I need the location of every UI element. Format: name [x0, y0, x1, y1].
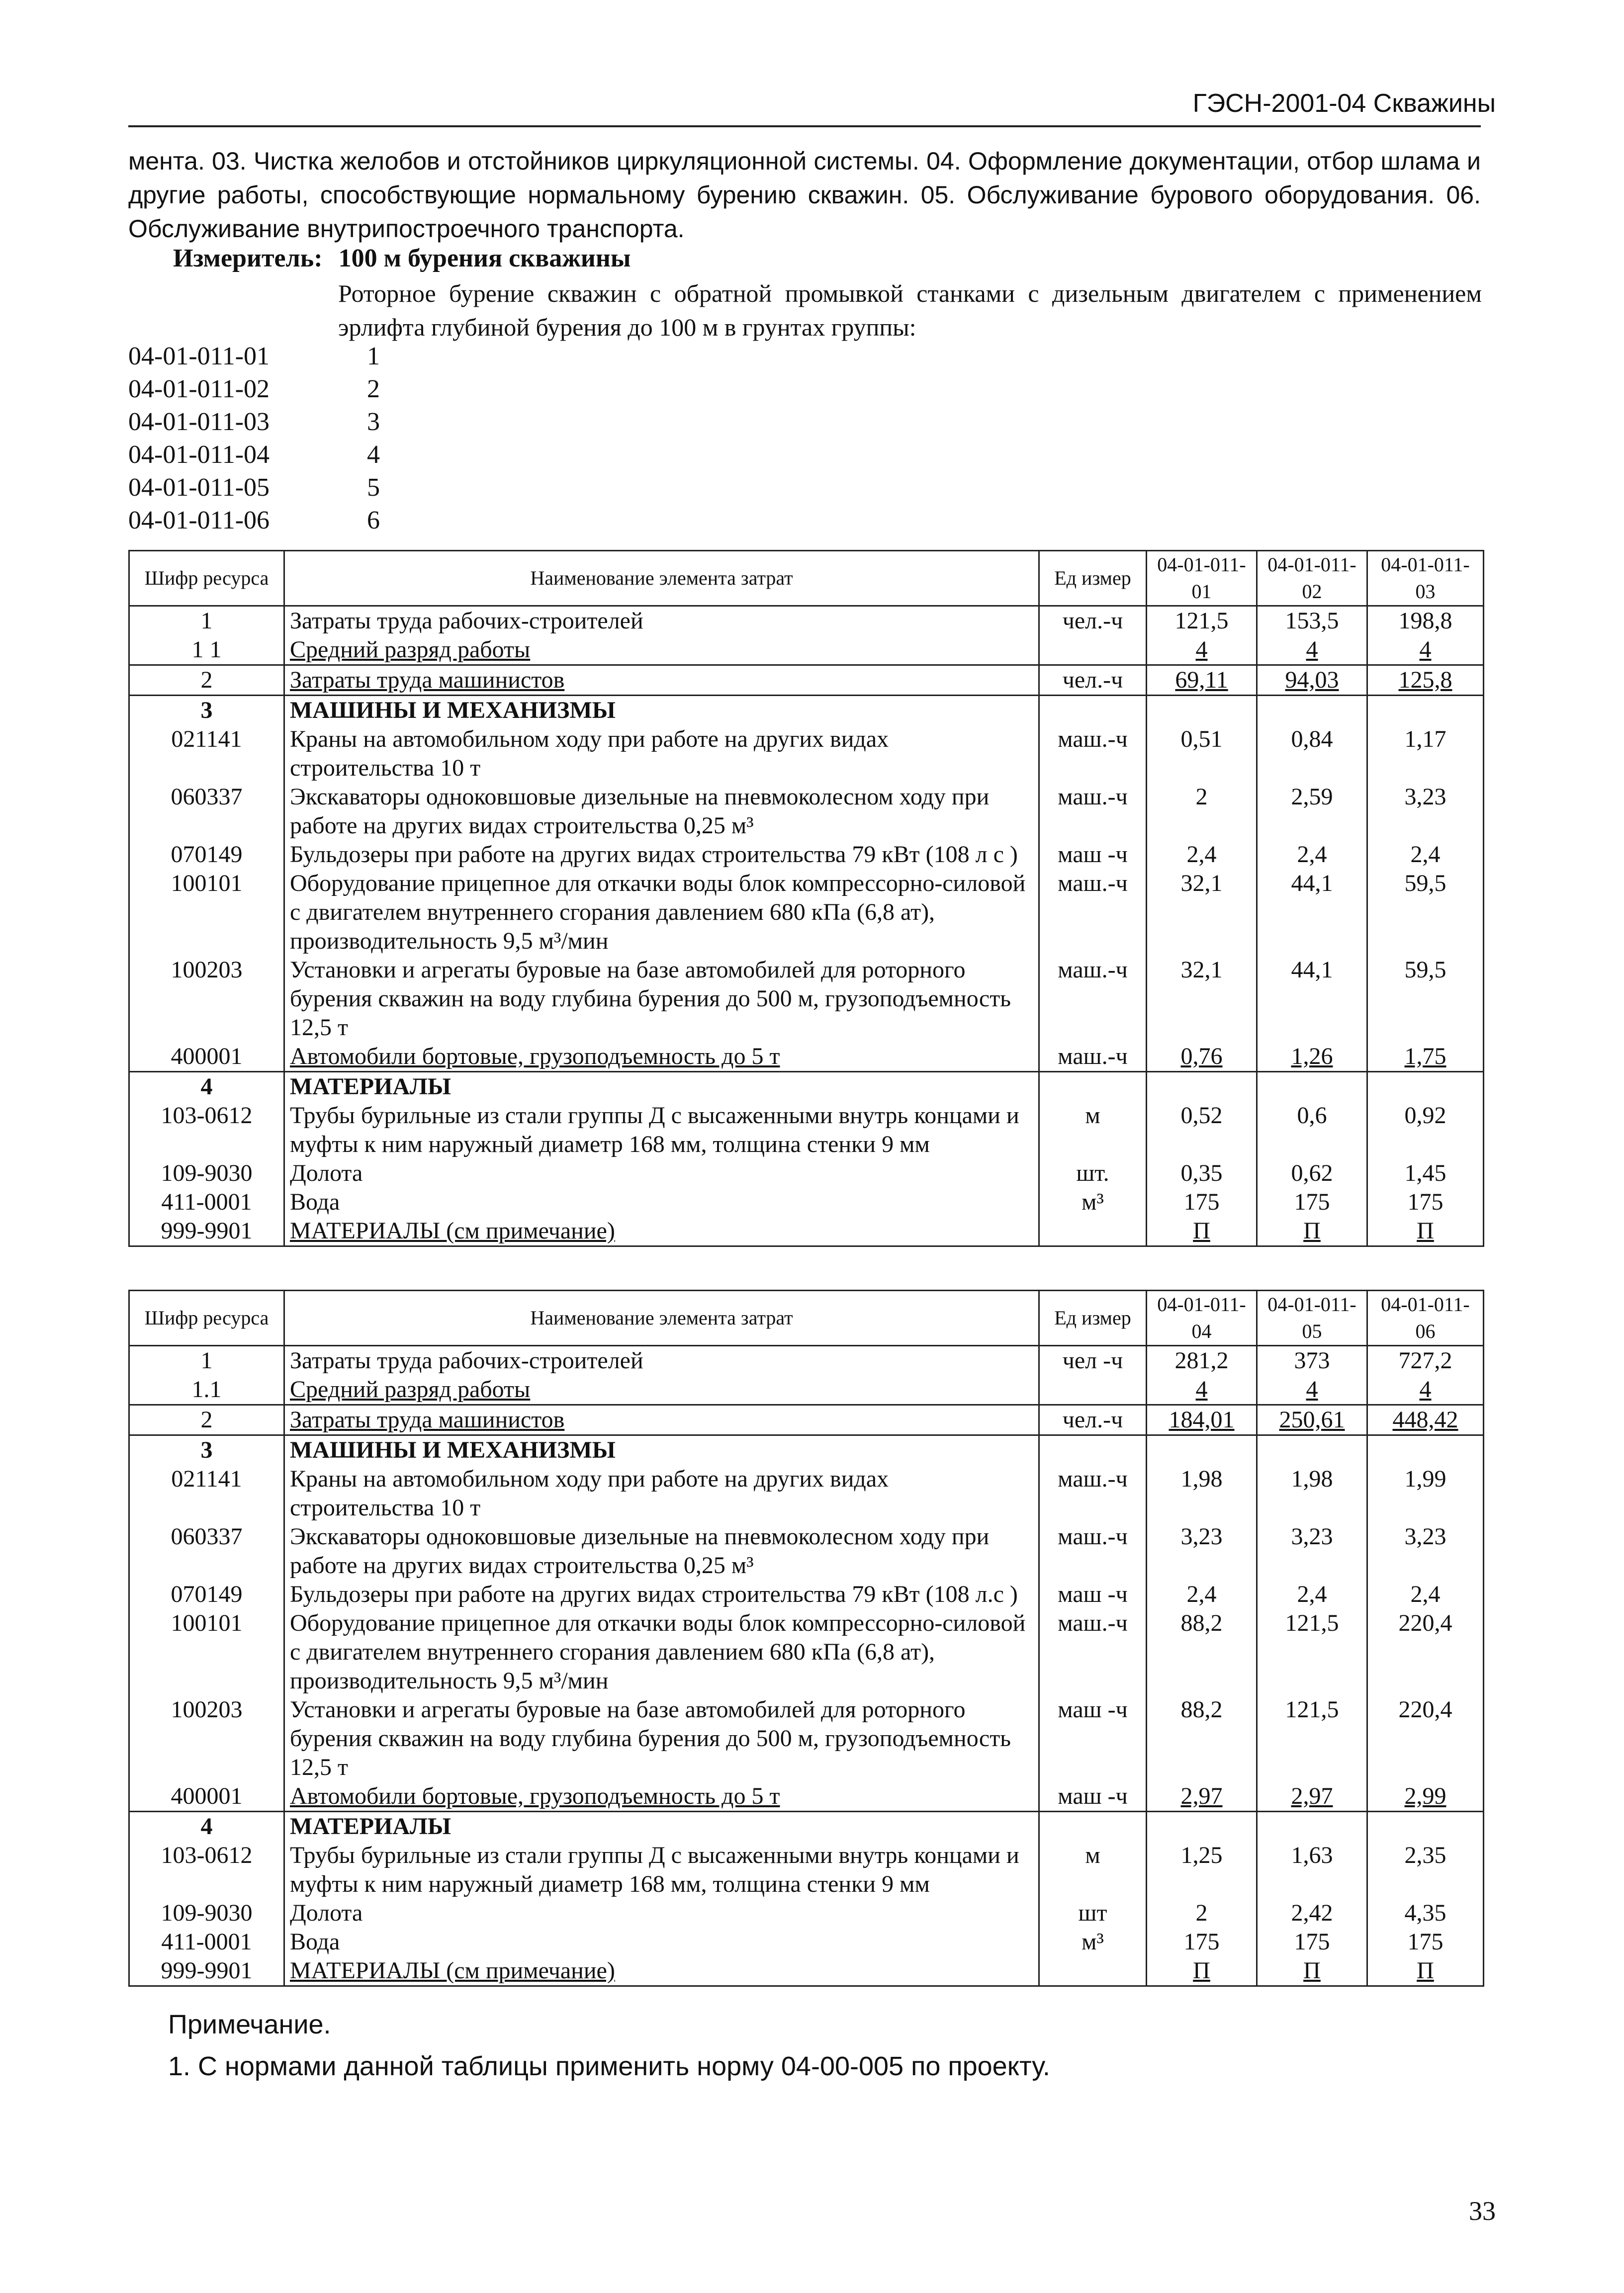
norm-value-cell: 88,2 — [1147, 1609, 1257, 1695]
note-title: Примечание. — [168, 2010, 331, 2039]
table-row — [129, 1072, 1484, 1102]
table-row — [129, 1956, 1484, 1986]
resource-code-cell: 411-0001 — [129, 1188, 284, 1217]
table-row — [129, 1522, 1484, 1580]
unit-cell: м³ — [1039, 1928, 1147, 1956]
cost-element-cell: Бульдозеры при работе на других видах строительства 79 кВт (108 л.с ) — [284, 1580, 1039, 1609]
soil-group: 2 — [367, 375, 380, 403]
table-row — [129, 1899, 1484, 1928]
page-header-title: ГЭСН-2001-04 Скважины — [1192, 89, 1496, 118]
page-number: 33 — [1469, 2196, 1496, 2226]
table-row — [129, 1405, 1484, 1435]
cost-element-cell: МАТЕРИАЛЫ (см примечание) — [284, 1956, 1039, 1986]
resource-code-cell: 100101 — [129, 869, 284, 956]
cost-element-cell: Затраты труда рабочих-строителей — [284, 606, 1039, 636]
meter-line — [173, 244, 631, 273]
soil-group: 5 — [367, 473, 380, 502]
norm-value-cell: 2,59 — [1257, 783, 1367, 840]
table-row — [129, 783, 1484, 840]
table-header-row — [129, 1291, 1484, 1346]
unit-cell: м³ — [1039, 1188, 1147, 1217]
norm-value-cell: 727,2 — [1367, 1346, 1484, 1376]
table-row — [129, 1812, 1484, 1842]
cost-element-cell: Оборудование прицепное для откачки воды блок компрессорно-силовой с двигателем внутреннего сгорания давлением 680 кПа (6,8 ат), производительность 9,5 м³/мин — [284, 869, 1039, 956]
meter-value: 100 м бурения скважины — [338, 244, 631, 272]
unit-cell: маш.-ч — [1039, 1042, 1147, 1072]
table-header-row — [129, 551, 1484, 606]
cost-element-cell: МАТЕРИАЛЫ — [284, 1072, 1039, 1102]
norm-value-cell: 1,45 — [1367, 1159, 1484, 1188]
unit-cell: м — [1039, 1101, 1147, 1159]
norm-value-cell: 0,52 — [1147, 1101, 1257, 1159]
norm-value-cell: 69,11 — [1147, 665, 1257, 696]
norm-value-cell: 175 — [1257, 1928, 1367, 1956]
header-norm-5: 04-01-011-05 — [1257, 1291, 1367, 1346]
unit-cell: маш -ч — [1039, 1580, 1147, 1609]
norm-value-cell: 125,8 — [1367, 665, 1484, 696]
norm-value-cell: 184,01 — [1147, 1405, 1257, 1435]
resource-code-cell: 100203 — [129, 1695, 284, 1782]
table-row — [129, 1782, 1484, 1812]
norm-value-cell: 121,5 — [1147, 606, 1257, 636]
norm-value-cell: 2,4 — [1147, 1580, 1257, 1609]
unit-cell: чел.-ч — [1039, 665, 1147, 696]
table-row — [129, 1928, 1484, 1956]
table-row — [129, 635, 1484, 665]
cost-element-cell: Бульдозеры при работе на других видах строительства 79 кВт (108 л с ) — [284, 840, 1039, 869]
unit-cell: маш.-ч — [1039, 956, 1147, 1042]
cost-element-cell: Средний разряд работы — [284, 635, 1039, 665]
header-unit: Ед измер — [1039, 1291, 1147, 1346]
code-list-item — [128, 373, 380, 406]
cost-element-cell: Затраты труда рабочих-строителей — [284, 1346, 1039, 1376]
note-text: 1. С нормами данной таблицы применить норму 04-00-005 по проекту. — [168, 2051, 1050, 2081]
cost-element-cell: Затраты труда машинистов — [284, 1405, 1039, 1435]
unit-cell — [1039, 696, 1147, 725]
cost-element-cell: Оборудование прицепное для откачки воды блок компрессорно-силовой с двигателем внутреннего сгорания давлением 680 кПа (6,8 ат), производительность 9,5 м³/мин — [284, 1609, 1039, 1695]
cost-element-cell: Краны на автомобильном ходу при работе на других видах строительства 10 т — [284, 1465, 1039, 1522]
unit-cell — [1039, 1217, 1147, 1246]
norm-value-cell: 2,97 — [1257, 1782, 1367, 1812]
cost-element-cell: МАТЕРИАЛЫ — [284, 1812, 1039, 1842]
code-list-item — [128, 504, 380, 537]
resource-code-cell: 4 — [129, 1072, 284, 1102]
code-list — [128, 340, 380, 537]
resource-code-cell: 060337 — [129, 1522, 284, 1580]
soil-group: 4 — [367, 441, 380, 469]
norm-value-cell: 1,99 — [1367, 1465, 1484, 1522]
resource-code-cell: 070149 — [129, 1580, 284, 1609]
norm-value-cell — [1147, 1072, 1257, 1102]
norm-value-cell — [1257, 696, 1367, 725]
norm-value-cell — [1367, 696, 1484, 725]
resource-table-2 — [128, 1290, 1484, 1987]
cost-element-cell: Трубы бурильные из стали группы Д с высаженными внутрь концами и муфты к ним наружный диаметр 168 мм, толщина стенки 9 мм — [284, 1841, 1039, 1899]
norm-value-cell — [1147, 1435, 1257, 1465]
norm-value-cell: 2,97 — [1147, 1782, 1257, 1812]
header-unit: Ед измер — [1039, 551, 1147, 606]
norm-value-cell: 220,4 — [1367, 1695, 1484, 1782]
norm-value-cell: 2,99 — [1367, 1782, 1484, 1812]
resource-code-cell: 070149 — [129, 840, 284, 869]
norm-value-cell: 2,42 — [1257, 1899, 1367, 1928]
norm-value-cell: П — [1257, 1956, 1367, 1986]
table-row — [129, 869, 1484, 956]
norm-value-cell: П — [1367, 1217, 1484, 1246]
norm-value-cell: 59,5 — [1367, 869, 1484, 956]
resource-table-1 — [128, 550, 1484, 1247]
table-row — [129, 1609, 1484, 1695]
unit-cell: чел.-ч — [1039, 1405, 1147, 1435]
norm-value-cell: 448,42 — [1367, 1405, 1484, 1435]
norm-value-cell: 373 — [1257, 1346, 1367, 1376]
norm-value-cell: П — [1147, 1217, 1257, 1246]
resource-code-cell: 109-9030 — [129, 1159, 284, 1188]
resource-code-cell: 999-9901 — [129, 1217, 284, 1246]
unit-cell: маш -ч — [1039, 840, 1147, 869]
cost-element-cell: Установки и агрегаты буровые на базе автомобилей для роторного бурения скважин на воду глубина бурения до 500 м, грузоподъемность 12,5 т — [284, 956, 1039, 1042]
unit-cell: шт — [1039, 1899, 1147, 1928]
resource-code-cell: 1.1 — [129, 1375, 284, 1405]
norm-value-cell: 175 — [1367, 1928, 1484, 1956]
resource-code-cell: 1 — [129, 1346, 284, 1376]
unit-cell: маш -ч — [1039, 1695, 1147, 1782]
header-rule — [128, 125, 1481, 127]
cost-element-cell: Вода — [284, 1928, 1039, 1956]
table-row — [129, 840, 1484, 869]
norm-value-cell — [1257, 1812, 1367, 1842]
norm-value-cell: 175 — [1257, 1188, 1367, 1217]
norm-value-cell — [1147, 696, 1257, 725]
code-list-item — [128, 439, 380, 471]
cost-element-cell: Экскаваторы одноковшовые дизельные на пневмоколесном ходу при работе на других видах строительства 0,25 м³ — [284, 1522, 1039, 1580]
table-row — [129, 606, 1484, 636]
norm-code: 04-01-011-04 — [128, 441, 270, 469]
cost-element-cell: Затраты труда машинистов — [284, 665, 1039, 696]
unit-cell: маш.-ч — [1039, 1465, 1147, 1522]
norm-value-cell: 2 — [1147, 1899, 1257, 1928]
cost-element-cell: Долота — [284, 1899, 1039, 1928]
cost-element-cell: Долота — [284, 1159, 1039, 1188]
norm-code: 04-01-011-01 — [128, 342, 270, 370]
norm-value-cell: 1,25 — [1147, 1841, 1257, 1899]
resource-code-cell: 2 — [129, 665, 284, 696]
norm-value-cell: 2,4 — [1257, 1580, 1367, 1609]
resource-code-cell: 2 — [129, 1405, 284, 1435]
unit-cell: маш.-ч — [1039, 1522, 1147, 1580]
norm-value-cell: 44,1 — [1257, 869, 1367, 956]
header-resource-code: Шифр ресурса — [129, 1291, 284, 1346]
norm-value-cell: П — [1257, 1217, 1367, 1246]
unit-cell — [1039, 1375, 1147, 1405]
norm-value-cell: 250,61 — [1257, 1405, 1367, 1435]
cost-element-cell: Средний разряд работы — [284, 1375, 1039, 1405]
norm-value-cell: 4 — [1367, 1375, 1484, 1405]
norm-value-cell — [1367, 1072, 1484, 1102]
meter-label: Измеритель: — [173, 244, 323, 272]
unit-cell: шт. — [1039, 1159, 1147, 1188]
header-norm-3: 04-01-011-03 — [1367, 551, 1484, 606]
soil-group: 1 — [367, 342, 380, 370]
resource-code-cell: 109-9030 — [129, 1899, 284, 1928]
table-row — [129, 1375, 1484, 1405]
norm-code: 04-01-011-05 — [128, 473, 270, 502]
table-row — [129, 1435, 1484, 1465]
norm-value-cell — [1147, 1812, 1257, 1842]
norm-value-cell: 44,1 — [1257, 956, 1367, 1042]
intro-paragraph: мента. 03. Чистка желобов и отстойников циркуляционной системы. 04. Оформление документации, отбор шлама и другие работы, способствующие нормальному бурению скважин. 05. Обслуживание бурового оборудования. 06. Обслуживание внутрипостроечного транспорта. — [128, 147, 1481, 243]
table-row — [129, 1695, 1484, 1782]
resource-code-cell: 021141 — [129, 725, 284, 783]
norm-value-cell — [1257, 1072, 1367, 1102]
norm-value-cell: 1,63 — [1257, 1841, 1367, 1899]
resource-code-cell: 411-0001 — [129, 1928, 284, 1956]
norm-value-cell: 1,26 — [1257, 1042, 1367, 1072]
resource-code-cell: 060337 — [129, 783, 284, 840]
header-resource-code: Шифр ресурса — [129, 551, 284, 606]
norm-value-cell: 1,17 — [1367, 725, 1484, 783]
norm-value-cell: 2,4 — [1257, 840, 1367, 869]
resource-code-cell: 021141 — [129, 1465, 284, 1522]
norm-value-cell: 2,4 — [1367, 1580, 1484, 1609]
unit-cell: маш.-ч — [1039, 725, 1147, 783]
norm-value-cell: 0,35 — [1147, 1159, 1257, 1188]
norm-value-cell: 1,98 — [1147, 1465, 1257, 1522]
header-cost-element: Наименование элемента затрат — [284, 551, 1039, 606]
norm-value-cell: 3,23 — [1257, 1522, 1367, 1580]
soil-group: 6 — [367, 506, 380, 534]
norm-value-cell: 2,4 — [1367, 840, 1484, 869]
header-norm-4: 04-01-011-04 — [1147, 1291, 1257, 1346]
resource-code-cell: 400001 — [129, 1042, 284, 1072]
resource-code-cell: 999-9901 — [129, 1956, 284, 1986]
header-norm-2: 04-01-011-02 — [1257, 551, 1367, 606]
unit-cell: м — [1039, 1841, 1147, 1899]
code-list-item — [128, 471, 380, 504]
table-row — [129, 725, 1484, 783]
norm-value-cell: 4 — [1257, 635, 1367, 665]
cost-element-cell: Трубы бурильные из стали группы Д с высаженными внутрь концами и муфты к ним наружный диаметр 168 мм, толщина стенки 9 мм — [284, 1101, 1039, 1159]
norm-code: 04-01-011-06 — [128, 506, 270, 534]
unit-cell — [1039, 1435, 1147, 1465]
unit-cell — [1039, 1956, 1147, 1986]
code-list-item — [128, 340, 380, 373]
resource-code-cell: 103-0612 — [129, 1841, 284, 1899]
resource-code-cell: 3 — [129, 696, 284, 725]
norm-value-cell: 4 — [1147, 635, 1257, 665]
cost-element-cell: Вода — [284, 1188, 1039, 1217]
norm-value-cell: 198,8 — [1367, 606, 1484, 636]
unit-cell — [1039, 635, 1147, 665]
norm-value-cell: 2,4 — [1147, 840, 1257, 869]
unit-cell: чел -ч — [1039, 1346, 1147, 1376]
norm-code: 04-01-011-02 — [128, 375, 270, 403]
norm-value-cell: 2 — [1147, 783, 1257, 840]
resource-code-cell: 1 — [129, 606, 284, 636]
table-row — [129, 1188, 1484, 1217]
table-row — [129, 665, 1484, 696]
norm-value-cell: 3,23 — [1367, 783, 1484, 840]
unit-cell: маш.-ч — [1039, 783, 1147, 840]
norm-value-cell: 175 — [1367, 1188, 1484, 1217]
norm-value-cell: 0,51 — [1147, 725, 1257, 783]
norm-value-cell: 281,2 — [1147, 1346, 1257, 1376]
cost-element-cell: Автомобили бортовые, грузоподъемность до 5 т — [284, 1782, 1039, 1812]
norm-value-cell: П — [1367, 1956, 1484, 1986]
norm-value-cell: 1,75 — [1367, 1042, 1484, 1072]
resource-code-cell: 103-0612 — [129, 1101, 284, 1159]
work-description: Роторное бурение скважин с обратной промывкой станками с дизельным двигателем с применением эрлифта глубиной бурения до 100 м в грунтах группы: — [338, 279, 1482, 341]
table-row — [129, 1841, 1484, 1899]
table-row — [129, 1217, 1484, 1246]
norm-value-cell: 121,5 — [1257, 1609, 1367, 1695]
cost-element-cell: Установки и агрегаты буровые на базе автомобилей для роторного бурения скважин на воду глубина бурения до 500 м, грузоподъемность 12,5 т — [284, 1695, 1039, 1782]
norm-value-cell: 0,92 — [1367, 1101, 1484, 1159]
resource-code-cell: 100203 — [129, 956, 284, 1042]
table-row — [129, 1042, 1484, 1072]
table-row — [129, 1346, 1484, 1376]
unit-cell: маш -ч — [1039, 1782, 1147, 1812]
unit-cell: маш.-ч — [1039, 869, 1147, 956]
cost-element-cell: МАТЕРИАЛЫ (см примечание) — [284, 1217, 1039, 1246]
header-norm-1: 04-01-011-01 — [1147, 551, 1257, 606]
norm-value-cell — [1367, 1435, 1484, 1465]
cost-element-cell: МАШИНЫ И МЕХАНИЗМЫ — [284, 1435, 1039, 1465]
norm-value-cell: 4 — [1367, 635, 1484, 665]
table-row — [129, 1465, 1484, 1522]
norm-value-cell: 175 — [1147, 1928, 1257, 1956]
norm-value-cell: 0,6 — [1257, 1101, 1367, 1159]
norm-value-cell: П — [1147, 1956, 1257, 1986]
cost-element-cell: Краны на автомобильном ходу при работе на других видах строительства 10 т — [284, 725, 1039, 783]
norm-value-cell — [1257, 1435, 1367, 1465]
norm-code: 04-01-011-03 — [128, 408, 270, 436]
unit-cell — [1039, 1072, 1147, 1102]
norm-value-cell: 121,5 — [1257, 1695, 1367, 1782]
norm-value-cell: 3,23 — [1367, 1522, 1484, 1580]
table-row — [129, 956, 1484, 1042]
resource-code-cell: 100101 — [129, 1609, 284, 1695]
norm-value-cell: 0,84 — [1257, 725, 1367, 783]
norm-value-cell: 4 — [1147, 1375, 1257, 1405]
norm-value-cell: 2,35 — [1367, 1841, 1484, 1899]
norm-value-cell — [1367, 1812, 1484, 1842]
norm-value-cell: 94,03 — [1257, 665, 1367, 696]
norm-value-cell: 220,4 — [1367, 1609, 1484, 1695]
norm-value-cell: 59,5 — [1367, 956, 1484, 1042]
table-row — [129, 1101, 1484, 1159]
resource-code-cell: 1 1 — [129, 635, 284, 665]
code-list-item — [128, 406, 380, 439]
unit-cell: маш.-ч — [1039, 1609, 1147, 1695]
header-cost-element: Наименование элемента затрат — [284, 1291, 1039, 1346]
soil-group: 3 — [367, 408, 380, 436]
norm-value-cell: 32,1 — [1147, 869, 1257, 956]
cost-element-cell: МАШИНЫ И МЕХАНИЗМЫ — [284, 696, 1039, 725]
norm-value-cell: 0,62 — [1257, 1159, 1367, 1188]
norm-value-cell: 175 — [1147, 1188, 1257, 1217]
header-norm-6: 04-01-011-06 — [1367, 1291, 1484, 1346]
table-row — [129, 1580, 1484, 1609]
norm-value-cell: 0,76 — [1147, 1042, 1257, 1072]
table-row — [129, 696, 1484, 725]
cost-element-cell: Экскаваторы одноковшовые дизельные на пневмоколесном ходу при работе на других видах строительства 0,25 м³ — [284, 783, 1039, 840]
norm-value-cell: 153,5 — [1257, 606, 1367, 636]
cost-element-cell: Автомобили бортовые, грузоподъемность до 5 т — [284, 1042, 1039, 1072]
norm-value-cell: 3,23 — [1147, 1522, 1257, 1580]
norm-value-cell: 32,1 — [1147, 956, 1257, 1042]
unit-cell — [1039, 1812, 1147, 1842]
note-block — [168, 2004, 1050, 2087]
resource-code-cell: 3 — [129, 1435, 284, 1465]
resource-code-cell: 400001 — [129, 1782, 284, 1812]
table-row — [129, 1159, 1484, 1188]
norm-value-cell: 1,98 — [1257, 1465, 1367, 1522]
norm-value-cell: 4,35 — [1367, 1899, 1484, 1928]
unit-cell: чел.-ч — [1039, 606, 1147, 636]
norm-value-cell: 88,2 — [1147, 1695, 1257, 1782]
resource-code-cell: 4 — [129, 1812, 284, 1842]
norm-value-cell: 4 — [1257, 1375, 1367, 1405]
